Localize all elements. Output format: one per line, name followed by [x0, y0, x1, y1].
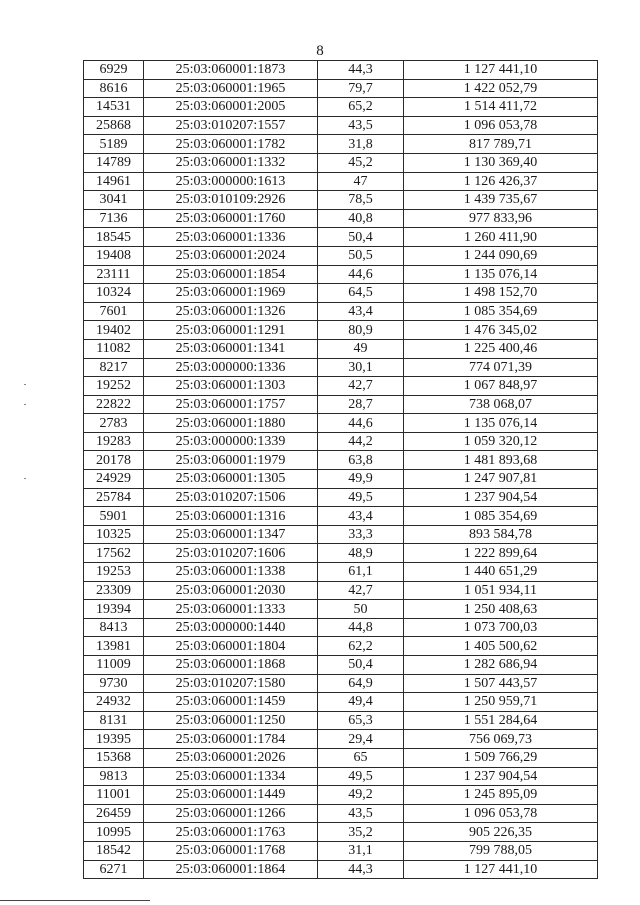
value-cell: 1 222 899,64 — [404, 544, 598, 563]
area-cell: 65,2 — [318, 98, 404, 117]
cadastral-number-cell: 25:03:060001:1449 — [144, 786, 318, 805]
value-cell: 799 788,05 — [404, 841, 598, 860]
area-cell: 42,7 — [318, 581, 404, 600]
value-cell: 977 833,96 — [404, 209, 598, 228]
value-cell: 1 282 686,94 — [404, 656, 598, 675]
table-row — [84, 98, 598, 117]
table-row — [84, 116, 598, 135]
area-cell: 50,5 — [318, 246, 404, 265]
cadastral-number-cell: 25:03:000000:1613 — [144, 172, 318, 191]
value-cell: 1 135 076,14 — [404, 265, 598, 284]
area-cell: 61,1 — [318, 563, 404, 582]
table-row — [84, 246, 598, 265]
cadastral-number-cell: 25:03:060001:1804 — [144, 637, 318, 656]
registry-number-cell: 18542 — [84, 841, 144, 860]
table-row — [84, 451, 598, 470]
registry-number-cell: 8131 — [84, 711, 144, 730]
registry-number-cell: 8413 — [84, 618, 144, 637]
cadastral-number-cell: 25:03:060001:1782 — [144, 135, 318, 154]
registry-number-cell: 25784 — [84, 488, 144, 507]
table-row — [84, 61, 598, 80]
value-cell: 1 250 959,71 — [404, 693, 598, 712]
value-cell: 1 244 090,69 — [404, 246, 598, 265]
cadastral-number-cell: 25:03:060001:1864 — [144, 860, 318, 879]
area-cell: 63,8 — [318, 451, 404, 470]
cadastral-number-cell: 25:03:060001:2026 — [144, 748, 318, 767]
value-cell: 1 247 907,81 — [404, 470, 598, 489]
value-cell: 1 237 904,54 — [404, 767, 598, 786]
table-body — [84, 61, 598, 879]
table-row — [84, 767, 598, 786]
table-row — [84, 79, 598, 98]
area-cell: 49,5 — [318, 767, 404, 786]
table-row — [84, 804, 598, 823]
footnote-rule — [0, 900, 150, 901]
table-row — [84, 600, 598, 619]
registry-number-cell: 5901 — [84, 507, 144, 526]
area-cell: 45,2 — [318, 153, 404, 172]
cadastral-number-cell: 25:03:060001:2005 — [144, 98, 318, 117]
table-row — [84, 414, 598, 433]
registry-number-cell: 10325 — [84, 525, 144, 544]
area-cell: 28,7 — [318, 395, 404, 414]
cadastral-number-cell: 25:03:060001:1266 — [144, 804, 318, 823]
value-cell: 893 584,78 — [404, 525, 598, 544]
table-row — [84, 693, 598, 712]
value-cell: 1 051 934,11 — [404, 581, 598, 600]
registry-number-cell: 15368 — [84, 748, 144, 767]
value-cell: 1 127 441,10 — [404, 61, 598, 80]
table-row — [84, 674, 598, 693]
registry-number-cell: 7601 — [84, 302, 144, 321]
table-row — [84, 284, 598, 303]
value-cell: 1 073 700,03 — [404, 618, 598, 637]
cadastral-number-cell: 25:03:060001:1338 — [144, 563, 318, 582]
value-cell: 1 096 053,78 — [404, 116, 598, 135]
margin-mark — [24, 384, 26, 385]
registry-number-cell: 19402 — [84, 321, 144, 340]
table-row — [84, 358, 598, 377]
table-row — [84, 748, 598, 767]
registry-number-cell: 13981 — [84, 637, 144, 656]
cadastral-number-cell: 25:03:010109:2926 — [144, 191, 318, 210]
property-register-table — [83, 60, 598, 879]
value-cell: 1 130 369,40 — [404, 153, 598, 172]
area-cell: 80,9 — [318, 321, 404, 340]
registry-number-cell: 19253 — [84, 563, 144, 582]
registry-number-cell: 10324 — [84, 284, 144, 303]
area-cell: 44,6 — [318, 414, 404, 433]
table-row — [84, 581, 598, 600]
registry-number-cell: 19394 — [84, 600, 144, 619]
cadastral-number-cell: 25:03:060001:1760 — [144, 209, 318, 228]
value-cell: 1 439 735,67 — [404, 191, 598, 210]
cadastral-number-cell: 25:03:000000:1440 — [144, 618, 318, 637]
area-cell: 62,2 — [318, 637, 404, 656]
margin-mark — [24, 478, 26, 479]
cadastral-number-cell: 25:03:000000:1336 — [144, 358, 318, 377]
registry-number-cell: 3041 — [84, 191, 144, 210]
value-cell: 1 405 500,62 — [404, 637, 598, 656]
registry-number-cell: 8616 — [84, 79, 144, 98]
area-cell: 64,5 — [318, 284, 404, 303]
cadastral-number-cell: 25:03:060001:1868 — [144, 656, 318, 675]
registry-number-cell: 17562 — [84, 544, 144, 563]
cadastral-number-cell: 25:03:060001:1303 — [144, 377, 318, 396]
area-cell: 47 — [318, 172, 404, 191]
registry-number-cell: 10995 — [84, 823, 144, 842]
registry-number-cell: 26459 — [84, 804, 144, 823]
registry-number-cell: 23111 — [84, 265, 144, 284]
area-cell: 44,3 — [318, 61, 404, 80]
registry-number-cell: 18545 — [84, 228, 144, 247]
table-row — [84, 377, 598, 396]
value-cell: 1 250 408,63 — [404, 600, 598, 619]
table-row — [84, 339, 598, 358]
table-row — [84, 841, 598, 860]
area-cell: 43,4 — [318, 507, 404, 526]
page-number: 8 — [316, 43, 324, 59]
table-row — [84, 637, 598, 656]
value-cell: 1 509 766,29 — [404, 748, 598, 767]
value-cell: 1 085 354,69 — [404, 302, 598, 321]
table-row — [84, 544, 598, 563]
value-cell: 1 135 076,14 — [404, 414, 598, 433]
registry-number-cell: 14961 — [84, 172, 144, 191]
value-cell: 1 085 354,69 — [404, 507, 598, 526]
table-row — [84, 302, 598, 321]
registry-number-cell: 6929 — [84, 61, 144, 80]
area-cell: 29,4 — [318, 730, 404, 749]
area-cell: 50 — [318, 600, 404, 619]
cadastral-number-cell: 25:03:000000:1339 — [144, 432, 318, 451]
registry-number-cell: 20178 — [84, 451, 144, 470]
table-row — [84, 321, 598, 340]
cadastral-number-cell: 25:03:060001:1965 — [144, 79, 318, 98]
area-cell: 44,2 — [318, 432, 404, 451]
table-row — [84, 470, 598, 489]
table-row — [84, 172, 598, 191]
registry-number-cell: 8217 — [84, 358, 144, 377]
registry-number-cell: 9730 — [84, 674, 144, 693]
table-row — [84, 563, 598, 582]
cadastral-number-cell: 25:03:060001:1873 — [144, 61, 318, 80]
cadastral-number-cell: 25:03:060001:1336 — [144, 228, 318, 247]
cadastral-number-cell: 25:03:060001:1334 — [144, 767, 318, 786]
cadastral-number-cell: 25:03:060001:2030 — [144, 581, 318, 600]
registry-number-cell: 25868 — [84, 116, 144, 135]
table-row — [84, 432, 598, 451]
value-cell: 1 127 441,10 — [404, 860, 598, 879]
table-row — [84, 191, 598, 210]
table-row — [84, 786, 598, 805]
value-cell: 1 067 848,97 — [404, 377, 598, 396]
cadastral-number-cell: 25:03:060001:1969 — [144, 284, 318, 303]
registry-number-cell: 9813 — [84, 767, 144, 786]
cadastral-number-cell: 25:03:060001:1291 — [144, 321, 318, 340]
registry-number-cell: 11009 — [84, 656, 144, 675]
registry-number-cell: 24932 — [84, 693, 144, 712]
value-cell: 1 422 052,79 — [404, 79, 598, 98]
cadastral-number-cell: 25:03:060001:1333 — [144, 600, 318, 619]
table-row — [84, 228, 598, 247]
registry-number-cell: 7136 — [84, 209, 144, 228]
cadastral-number-cell: 25:03:060001:1305 — [144, 470, 318, 489]
value-cell: 1 059 320,12 — [404, 432, 598, 451]
area-cell: 44,3 — [318, 860, 404, 879]
value-cell: 1 440 651,29 — [404, 563, 598, 582]
margin-mark — [24, 404, 26, 405]
value-cell: 774 071,39 — [404, 358, 598, 377]
registry-number-cell: 19395 — [84, 730, 144, 749]
cadastral-number-cell: 25:03:060001:1326 — [144, 302, 318, 321]
cadastral-number-cell: 25:03:060001:1979 — [144, 451, 318, 470]
value-cell: 1 498 152,70 — [404, 284, 598, 303]
value-cell: 1 126 426,37 — [404, 172, 598, 191]
table-row — [84, 265, 598, 284]
table-row — [84, 656, 598, 675]
area-cell: 65 — [318, 748, 404, 767]
registry-number-cell: 5189 — [84, 135, 144, 154]
table-row — [84, 823, 598, 842]
registry-number-cell: 23309 — [84, 581, 144, 600]
registry-number-cell: 14531 — [84, 98, 144, 117]
registry-number-cell: 2783 — [84, 414, 144, 433]
table-row — [84, 860, 598, 879]
area-cell: 78,5 — [318, 191, 404, 210]
area-cell: 33,3 — [318, 525, 404, 544]
area-cell: 31,1 — [318, 841, 404, 860]
registry-number-cell: 19283 — [84, 432, 144, 451]
registry-number-cell: 11082 — [84, 339, 144, 358]
value-cell: 1 260 411,90 — [404, 228, 598, 247]
area-cell: 31,8 — [318, 135, 404, 154]
value-cell: 817 789,71 — [404, 135, 598, 154]
area-cell: 49,4 — [318, 693, 404, 712]
area-cell: 64,9 — [318, 674, 404, 693]
table-row — [84, 488, 598, 507]
value-cell: 1 551 284,64 — [404, 711, 598, 730]
cadastral-number-cell: 25:03:060001:2024 — [144, 246, 318, 265]
area-cell: 49 — [318, 339, 404, 358]
registry-number-cell: 19408 — [84, 246, 144, 265]
cadastral-number-cell: 25:03:060001:1880 — [144, 414, 318, 433]
area-cell: 43,4 — [318, 302, 404, 321]
cadastral-number-cell: 25:03:060001:1250 — [144, 711, 318, 730]
area-cell: 43,5 — [318, 804, 404, 823]
area-cell: 65,3 — [318, 711, 404, 730]
table-row — [84, 618, 598, 637]
area-cell: 44,8 — [318, 618, 404, 637]
cadastral-number-cell: 25:03:060001:1784 — [144, 730, 318, 749]
area-cell: 48,9 — [318, 544, 404, 563]
value-cell: 756 069,73 — [404, 730, 598, 749]
registry-number-cell: 11001 — [84, 786, 144, 805]
cadastral-number-cell: 25:03:060001:1332 — [144, 153, 318, 172]
cadastral-number-cell: 25:03:010207:1606 — [144, 544, 318, 563]
table-row — [84, 525, 598, 544]
area-cell: 50,4 — [318, 228, 404, 247]
value-cell: 1 225 400,46 — [404, 339, 598, 358]
registry-number-cell: 6271 — [84, 860, 144, 879]
value-cell: 1 476 345,02 — [404, 321, 598, 340]
value-cell: 1 237 904,54 — [404, 488, 598, 507]
cadastral-number-cell: 25:03:060001:1763 — [144, 823, 318, 842]
table-row — [84, 711, 598, 730]
area-cell: 49,9 — [318, 470, 404, 489]
cadastral-number-cell: 25:03:010207:1580 — [144, 674, 318, 693]
cadastral-number-cell: 25:03:060001:1347 — [144, 525, 318, 544]
area-cell: 40,8 — [318, 209, 404, 228]
registry-number-cell: 22822 — [84, 395, 144, 414]
value-cell: 1 481 893,68 — [404, 451, 598, 470]
value-cell: 738 068,07 — [404, 395, 598, 414]
cadastral-number-cell: 25:03:060001:1459 — [144, 693, 318, 712]
area-cell: 43,5 — [318, 116, 404, 135]
value-cell: 905 226,35 — [404, 823, 598, 842]
value-cell: 1 096 053,78 — [404, 804, 598, 823]
registry-number-cell: 19252 — [84, 377, 144, 396]
area-cell: 44,6 — [318, 265, 404, 284]
cadastral-number-cell: 25:03:060001:1768 — [144, 841, 318, 860]
table-row — [84, 395, 598, 414]
area-cell: 30,1 — [318, 358, 404, 377]
table-row — [84, 153, 598, 172]
cadastral-number-cell: 25:03:010207:1557 — [144, 116, 318, 135]
area-cell: 35,2 — [318, 823, 404, 842]
area-cell: 79,7 — [318, 79, 404, 98]
area-cell: 42,7 — [318, 377, 404, 396]
table-row — [84, 209, 598, 228]
cadastral-number-cell: 25:03:060001:1341 — [144, 339, 318, 358]
table-row — [84, 730, 598, 749]
registry-number-cell: 24929 — [84, 470, 144, 489]
registry-number-cell: 14789 — [84, 153, 144, 172]
area-cell: 50,4 — [318, 656, 404, 675]
value-cell: 1 245 895,09 — [404, 786, 598, 805]
cadastral-number-cell: 25:03:060001:1316 — [144, 507, 318, 526]
cadastral-number-cell: 25:03:010207:1506 — [144, 488, 318, 507]
cadastral-number-cell: 25:03:060001:1757 — [144, 395, 318, 414]
area-cell: 49,2 — [318, 786, 404, 805]
cadastral-number-cell: 25:03:060001:1854 — [144, 265, 318, 284]
table-row — [84, 507, 598, 526]
area-cell: 49,5 — [318, 488, 404, 507]
value-cell: 1 507 443,57 — [404, 674, 598, 693]
value-cell: 1 514 411,72 — [404, 98, 598, 117]
table-row — [84, 135, 598, 154]
